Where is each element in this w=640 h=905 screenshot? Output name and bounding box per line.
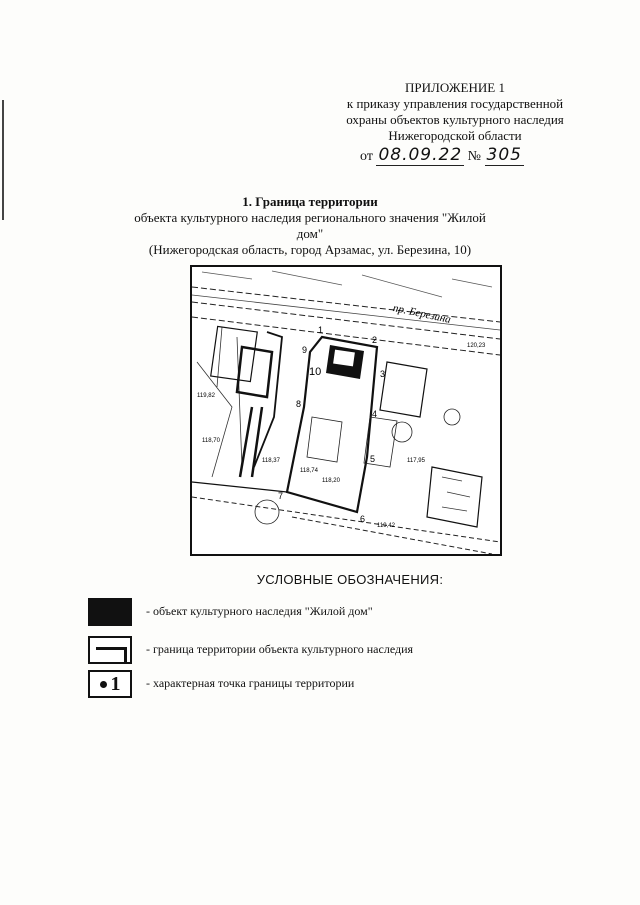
map-elevation: 118,20 (322, 478, 340, 484)
appendix-title: ПРИЛОЖЕНИЕ 1 (405, 80, 505, 95)
map-drawing (192, 267, 500, 554)
map-point-4: 4 (372, 409, 378, 419)
order-date-number (360, 145, 524, 165)
map-elevation: 119,82 (197, 393, 215, 399)
map-point-9: 9 (302, 345, 308, 355)
map-point-6: 6 (360, 514, 366, 524)
map-point-8: 8 (296, 399, 302, 409)
map-point-2: 2 (372, 335, 378, 345)
map-elevation: 118,70 (202, 438, 220, 444)
appendix-line-2: к приказу управления государственной (346, 96, 564, 111)
appendix-line-4: Нижегородской области (388, 128, 522, 143)
appendix-header (330, 80, 580, 144)
legend-symbol-number: 1 (110, 672, 121, 695)
map-elevation: 120,23 (467, 343, 486, 349)
map-elevation: 119,42 (377, 523, 395, 529)
scan-edge-mark (2, 100, 4, 220)
map-street-label: пр. Березина (391, 302, 452, 327)
map-elevation: 118,37 (262, 458, 280, 464)
map-point-1: 1 (318, 325, 324, 335)
title-line-2: объекта культурного наследия регионального значения "Жилой дом" (134, 210, 486, 241)
cadastral-map (190, 265, 502, 556)
order-date: 08.09.22 (378, 145, 463, 165)
order-number-label: № (467, 149, 481, 164)
legend-text-object: - объект культурного наследия "Жилой дом" (146, 604, 373, 618)
map-elevation: 118,74 (300, 468, 318, 474)
title-line-3: (Нижегородская область, город Арзамас, ул. Березина, 10) (148, 242, 472, 257)
map-point-5: 5 (370, 454, 376, 464)
order-from-label: от (360, 149, 373, 164)
legend-symbol-point (88, 670, 132, 698)
appendix-line-3: охраны объектов культурного наследия (346, 112, 564, 127)
title-line-1: 1. Граница территории (242, 194, 378, 209)
map-point-3: 3 (380, 369, 386, 379)
legend-title: УСЛОВНЫЕ ОБОЗНАЧЕНИЯ: (256, 572, 444, 587)
map-house-number: 10 (309, 366, 322, 378)
legend-text-boundary: - граница территории объекта культурного наследия (146, 642, 414, 656)
map-point-7: 7 (278, 491, 284, 501)
order-number: 305 (486, 145, 522, 165)
map-elevation: 117,95 (407, 458, 425, 464)
legend-symbol-boundary (88, 636, 132, 664)
legend-text-point: - характерная точка границы территории (146, 676, 355, 690)
document-title (120, 194, 500, 258)
point-dot-icon (100, 681, 107, 688)
legend-symbol-object (88, 598, 132, 626)
